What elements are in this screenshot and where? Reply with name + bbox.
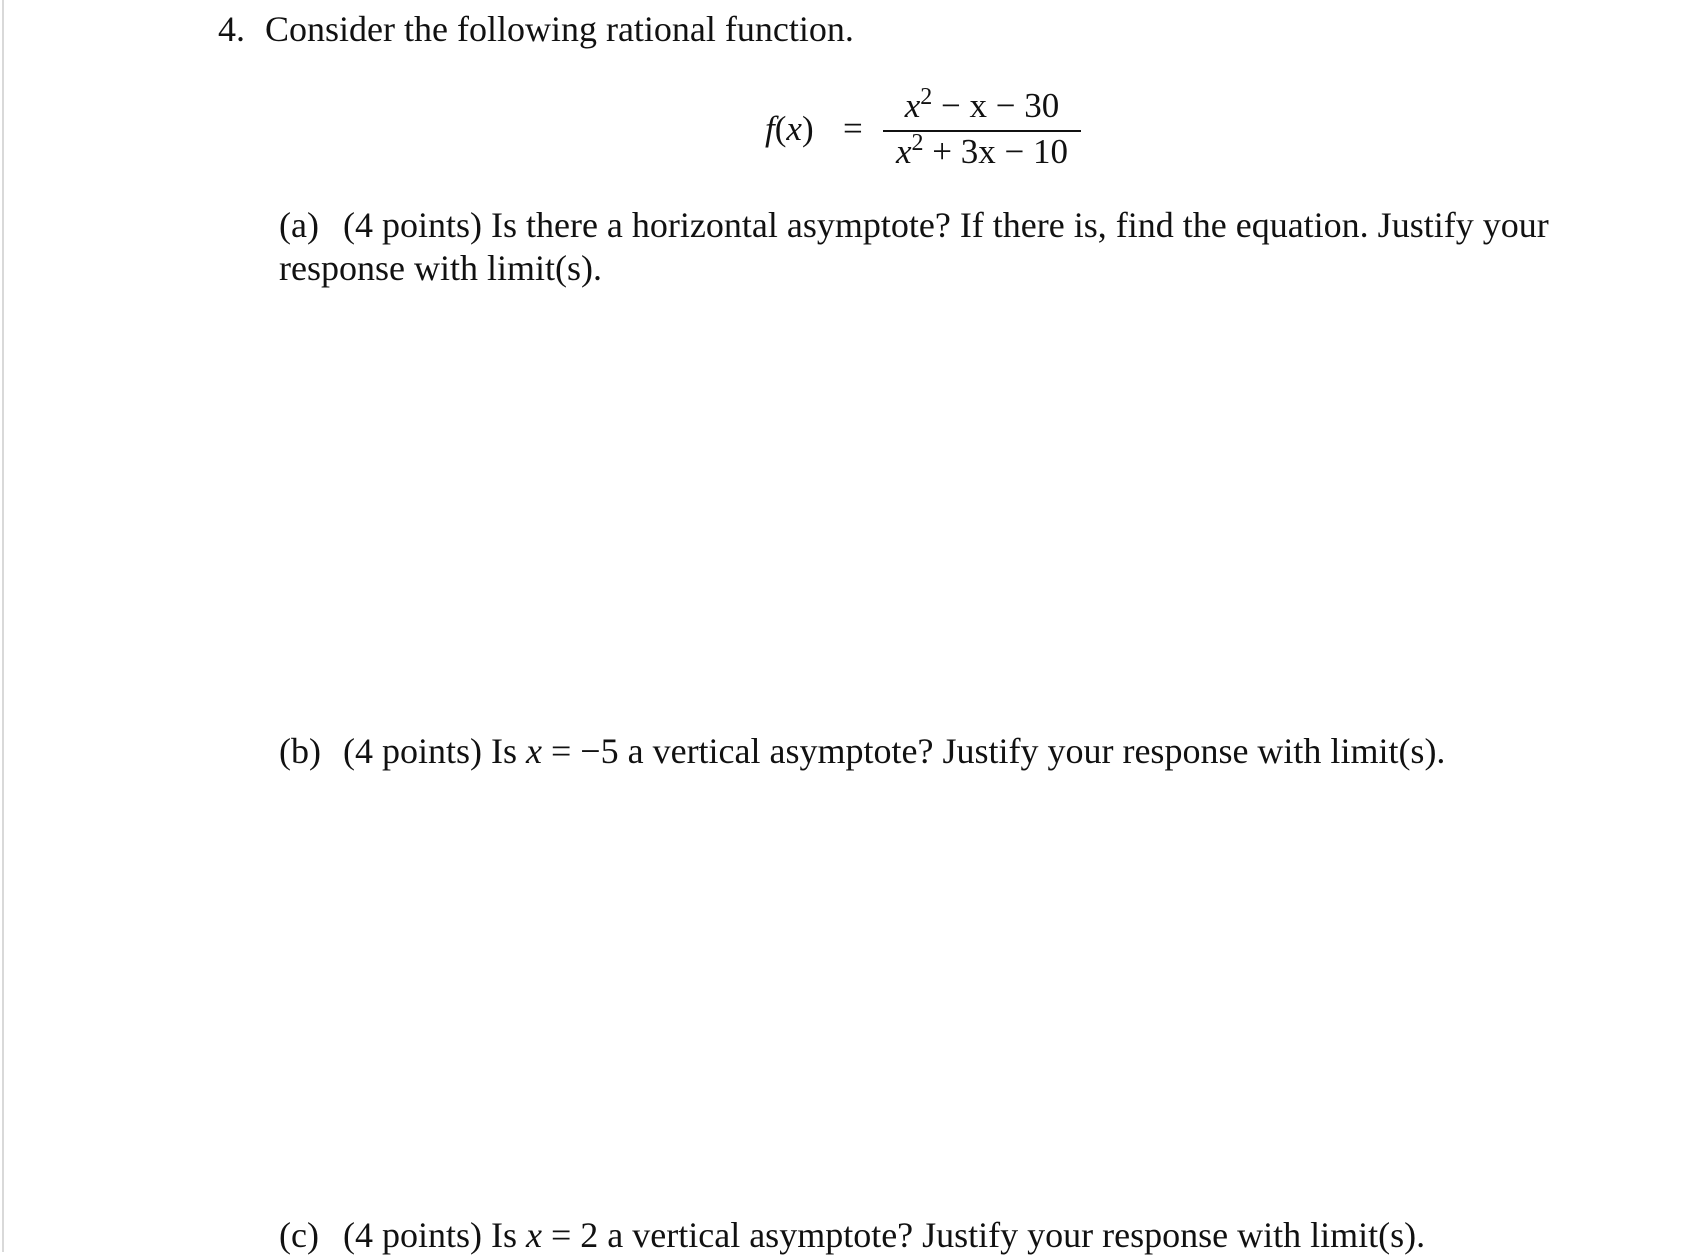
numerator-variable: x	[904, 86, 921, 125]
numerator-remainder: − x − 30	[932, 86, 1060, 125]
question-b-suffix: a vertical asymptote? Justify your response with limit(s).	[618, 731, 1446, 771]
question-b-equals: =	[541, 731, 581, 771]
question-b	[279, 730, 1639, 773]
function-open-paren: (	[774, 109, 787, 148]
question-a-label: (a)	[279, 205, 319, 245]
denominator-variable: x	[895, 132, 912, 171]
numerator-exponent: 2	[920, 84, 933, 110]
question-c	[279, 1214, 1639, 1257]
question-b-value: −5	[580, 731, 619, 771]
problem-number: 4.	[218, 9, 245, 49]
question-c-label: (c)	[279, 1215, 319, 1255]
rational-function-equation	[765, 80, 1095, 180]
function-variable: x	[786, 109, 802, 148]
question-a	[279, 204, 1604, 290]
question-b-prefix: (4 points) Is	[343, 731, 526, 771]
question-b-label: (b)	[279, 731, 321, 771]
question-c-suffix: a vertical asymptote? Justify your response with limit(s).	[598, 1215, 1426, 1255]
fraction-denominator	[883, 132, 1081, 172]
page-left-border	[2, 0, 4, 1252]
question-c-math	[526, 1215, 598, 1255]
function-name: f	[765, 109, 775, 148]
question-c-equals: =	[541, 1215, 581, 1255]
equals-sign: =	[843, 109, 863, 148]
denominator-exponent: 2	[911, 130, 924, 156]
denominator-remainder: + 3x − 10	[923, 132, 1069, 171]
question-b-variable: x	[526, 731, 542, 771]
question-c-value: 2	[580, 1215, 599, 1255]
question-b-math	[526, 731, 619, 771]
question-c-variable: x	[526, 1215, 542, 1255]
fraction-numerator	[883, 86, 1081, 126]
question-a-text: (4 points) Is there a horizontal asymptote? If there is, find the equation. Justify your response with limit(s).	[279, 205, 1549, 288]
question-c-prefix: (4 points) Is	[343, 1215, 526, 1255]
function-close-paren: )	[801, 109, 814, 148]
problem-prompt: Consider the following rational function.	[265, 9, 854, 49]
function-notation	[765, 109, 814, 149]
rational-fraction	[883, 80, 1081, 180]
problem-heading	[218, 8, 854, 51]
